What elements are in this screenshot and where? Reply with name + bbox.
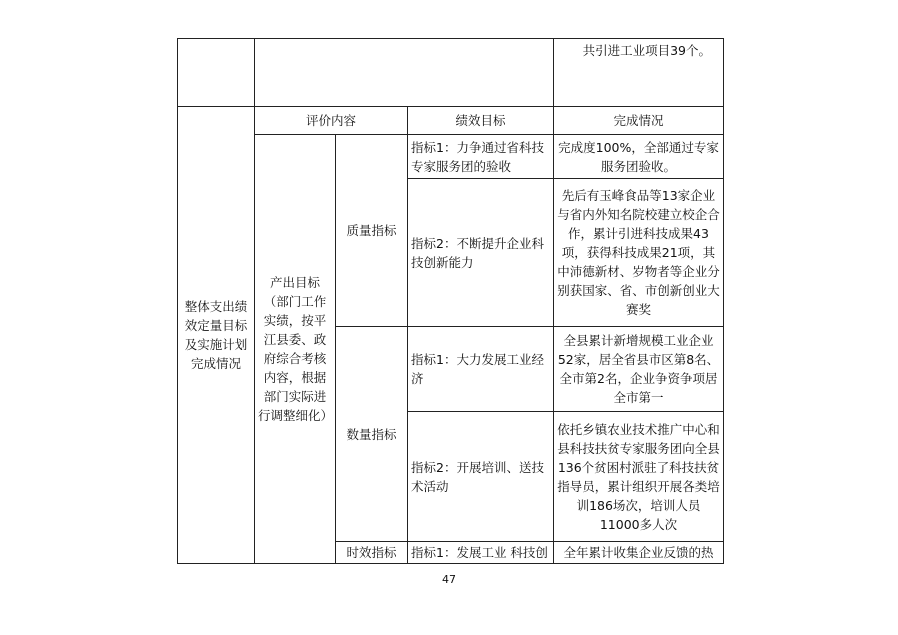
table-row [178, 135, 724, 179]
quality-status-2: 先后有玉峰食品等13家企业与省内外知名院校建立校企合作，累计引进科技成果43项，获得科技成果21项，其中沛德新材、岁物者等企业分别获国家、省、市创新创业大赛奖 [554, 179, 724, 327]
quality-target-2: 指标2：不断提升企业科技创新能力 [408, 179, 554, 327]
quality-status-1: 完成度100%，全部通过专家服务团验收。 [554, 135, 724, 179]
header-performance-target: 绩效目标 [408, 107, 554, 135]
table-row-top [178, 39, 724, 107]
top-empty-wide-cell [255, 39, 554, 107]
quality-indicator-label: 质量指标 [336, 135, 408, 327]
top-row-text: 共引进工业项目39个。 [554, 39, 724, 107]
timeliness-indicator-label: 时效指标 [336, 542, 408, 564]
header-completion-status: 完成情况 [554, 107, 724, 135]
page-number: 47 [442, 573, 456, 586]
header-evaluation-content: 评价内容 [255, 107, 408, 135]
section-label-cell: 整体支出绩效定量目标及实施计划完成情况 [178, 107, 255, 564]
timeliness-status-1: 全年累计收集企业反馈的热 [554, 542, 724, 564]
quantity-indicator-label: 数量指标 [336, 327, 408, 542]
output-target-cell: 产出目标（部门工作实绩，按平江县委、政府综合考核内容，根据部门实际进行调整细化） [255, 135, 336, 564]
quantity-status-2: 依托乡镇农业技术推广中心和县科技扶贫专家服务团向全县136个贫困村派驻了科技扶贫指导员，累计组织开展各类培训186场次，培训人员11000多人次 [554, 412, 724, 542]
table-header-row [178, 107, 724, 135]
top-empty-cell [178, 39, 255, 107]
quantity-target-2: 指标2：开展培训、送技术活动 [408, 412, 554, 542]
quality-target-1: 指标1：力争通过省科技专家服务团的验收 [408, 135, 554, 179]
performance-table [177, 38, 724, 564]
quantity-target-1: 指标1：大力发展工业经济 [408, 327, 554, 412]
timeliness-target-1: 指标1：发展工业 科技创 [408, 542, 554, 564]
quantity-status-1: 全县累计新增规模工业企业52家，居全省县市区第8名、全市第2名，企业争资争项居全市第一 [554, 327, 724, 412]
